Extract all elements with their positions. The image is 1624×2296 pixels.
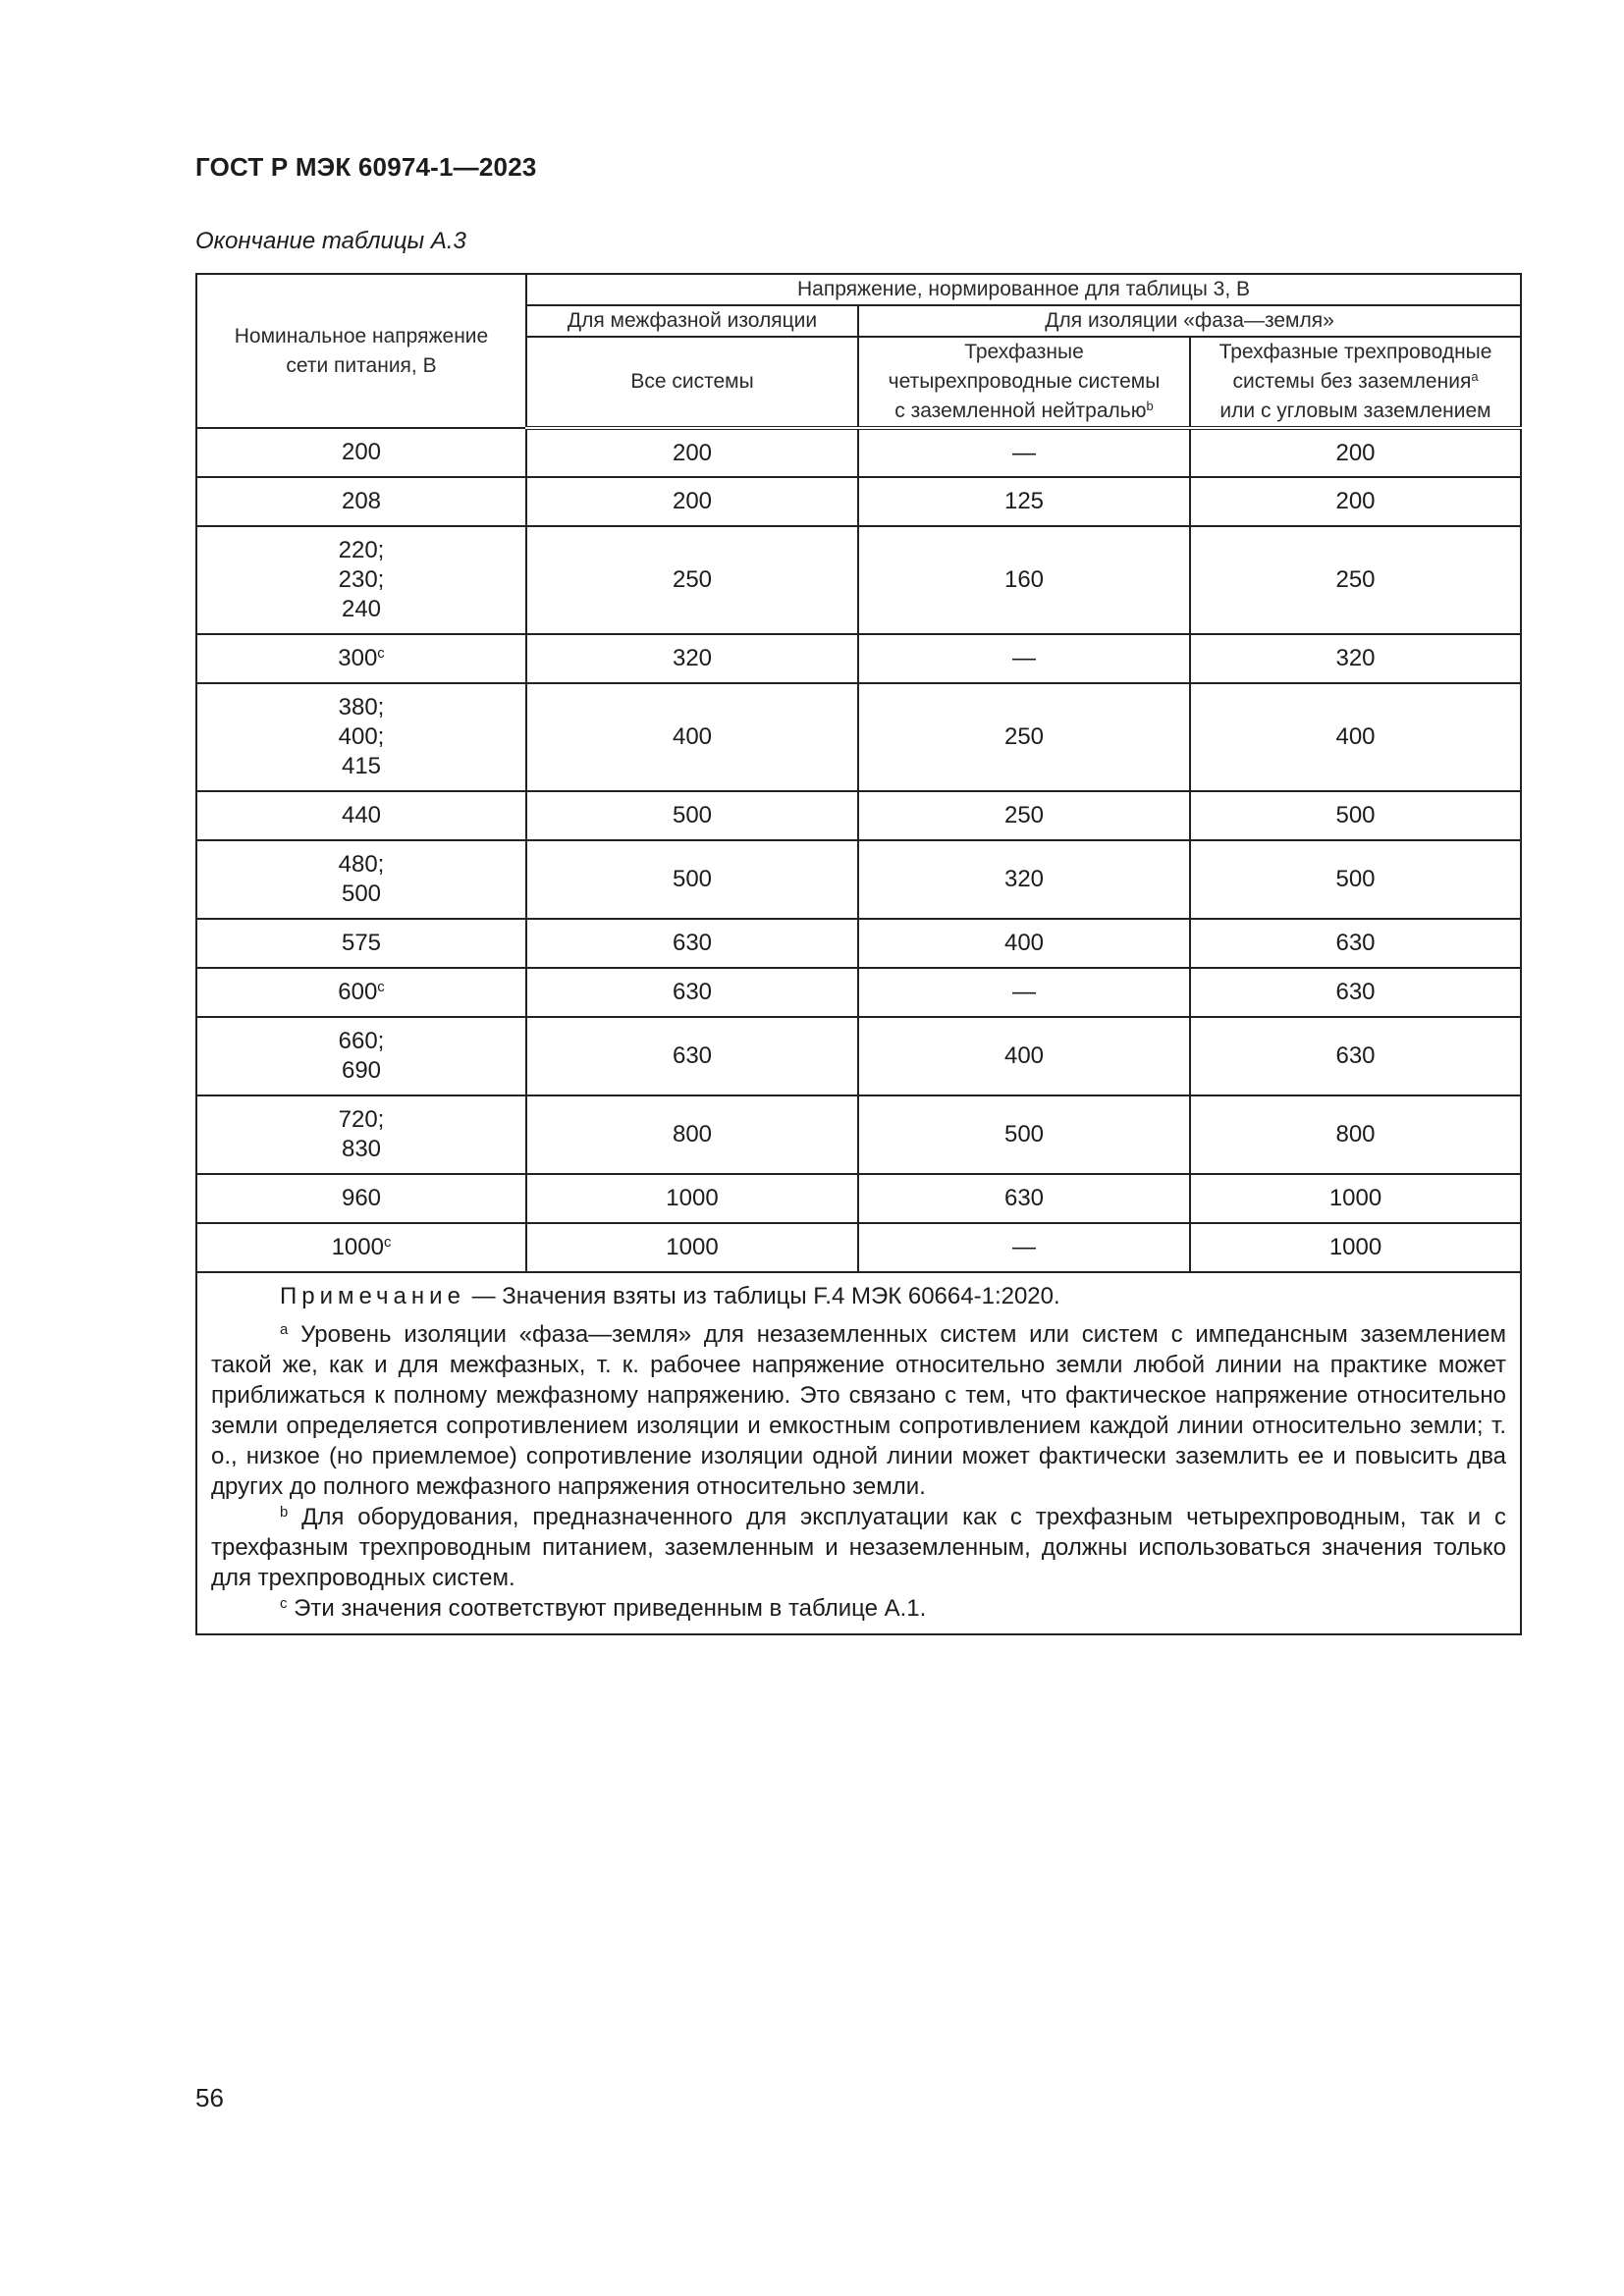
table-note <box>211 1281 1506 1311</box>
footnote-c <box>211 1593 1506 1624</box>
cell-three-wire: 500 <box>1190 840 1521 919</box>
cell-all-systems: 320 <box>526 634 858 683</box>
footnote-a <box>211 1319 1506 1502</box>
nominal-value: 415 <box>341 753 382 779</box>
nominal-value: 440 <box>341 802 382 828</box>
table-row <box>196 919 1521 968</box>
cell-nominal-voltage <box>196 428 526 477</box>
header-four-wire-line-3: с заземленной нейтралью <box>894 400 1147 422</box>
nominal-value: 200 <box>341 439 382 465</box>
nominal-value: 690 <box>341 1057 382 1084</box>
cell-nominal-voltage <box>196 919 526 968</box>
footnote-a-text: Уровень изоляции «фаза—земля» для незаземленных систем или систем с импедансным заземлением такой же, как и для межфазных, т. к. рабочее напряжение относительно земли любой линии на практике может приближаться к полному межфазному напряжению. Это связано с тем, что фактическое напряжение относительно земли определяется сопротивлением изоляции и емкостным сопротивлением каждой линии относительно земли; т. о., низкое (но приемлемое) сопротивление изоляции одной линии может фактически заземлить ее и повысить два других до полного межфазного напряжения относительно земли. <box>211 1321 1507 1500</box>
voltage-table <box>195 273 1522 1635</box>
cell-nominal-voltage <box>196 791 526 840</box>
header-phase-phase-insulation: Для межфазной изоляции <box>526 305 858 337</box>
nominal-value: 960 <box>341 1185 382 1211</box>
cell-nominal-voltage <box>196 1017 526 1095</box>
cell-nominal-voltage <box>196 968 526 1017</box>
note-label: Примечание <box>280 1283 465 1309</box>
footnote-c-mark: c <box>280 1595 288 1612</box>
cell-four-wire: 250 <box>858 791 1190 840</box>
table-head <box>196 274 1521 428</box>
cell-three-wire: 200 <box>1190 428 1521 477</box>
nominal-value: 830 <box>341 1136 382 1162</box>
cell-nominal-voltage <box>196 840 526 919</box>
nominal-value: 720; <box>338 1106 385 1133</box>
header-three-wire-line-3: или с угловым заземлением <box>1219 400 1491 422</box>
cell-four-wire: 320 <box>858 840 1190 919</box>
nominal-value: 220; <box>338 537 385 563</box>
table-row <box>196 1095 1521 1174</box>
footnote-ref-a: a <box>1471 368 1479 384</box>
cell-three-wire: 800 <box>1190 1095 1521 1174</box>
nominal-value: 500 <box>341 881 382 907</box>
cell-four-wire: 400 <box>858 1017 1190 1095</box>
cell-four-wire: — <box>858 428 1190 477</box>
cell-four-wire: — <box>858 1223 1190 1272</box>
cell-nominal-voltage <box>196 1174 526 1223</box>
footnote-b-mark: b <box>280 1504 289 1521</box>
nominal-value: 230; <box>338 566 385 593</box>
cell-all-systems: 200 <box>526 428 858 477</box>
nominal-value: 400; <box>338 723 385 750</box>
nominal-value: 300 <box>338 645 378 671</box>
nominal-value: 480; <box>338 851 385 878</box>
footnote-ref-b: b <box>1146 398 1154 413</box>
cell-all-systems: 630 <box>526 919 858 968</box>
header-all-systems: Все системы <box>526 337 858 428</box>
footnote-c-text: Эти значения соответствуют приведенным в таблице А.1. <box>287 1595 927 1622</box>
nominal-value: 1000 <box>331 1234 384 1260</box>
cell-all-systems: 500 <box>526 791 858 840</box>
nominal-value: 660; <box>338 1028 385 1054</box>
note-text: — Значения взяты из таблицы F.4 МЭК 60664-1:2020. <box>464 1283 1060 1309</box>
header-four-wire-line-2: четырехпроводные системы <box>888 370 1161 393</box>
table-row <box>196 634 1521 683</box>
footnote-ref: c <box>377 645 385 662</box>
footnote-ref: c <box>383 1234 392 1251</box>
header-three-phase-four-wire <box>858 337 1190 428</box>
table-row <box>196 1017 1521 1095</box>
cell-three-wire: 320 <box>1190 634 1521 683</box>
cell-all-systems: 630 <box>526 1017 858 1095</box>
table-row <box>196 683 1521 791</box>
header-three-phase-three-wire <box>1190 337 1521 428</box>
footnote-b <box>211 1502 1506 1593</box>
header-three-wire-line-2: системы без заземления <box>1232 370 1472 393</box>
table-row <box>196 526 1521 634</box>
table-row <box>196 477 1521 526</box>
footnote-a-mark: a <box>280 1321 289 1338</box>
cell-four-wire: 250 <box>858 683 1190 791</box>
cell-three-wire: 1000 <box>1190 1223 1521 1272</box>
cell-four-wire: 160 <box>858 526 1190 634</box>
cell-all-systems: 500 <box>526 840 858 919</box>
header-three-wire-line-1: Трехфазные трехпроводные <box>1218 341 1492 363</box>
cell-nominal-voltage <box>196 1095 526 1174</box>
footnote-ref: c <box>377 979 385 995</box>
document-header: ГОСТ Р МЭК 60974-1—2023 <box>195 152 537 182</box>
table-row <box>196 968 1521 1017</box>
header-voltage-group: Напряжение, нормированное для таблицы 3, В <box>526 274 1521 305</box>
cell-three-wire: 250 <box>1190 526 1521 634</box>
notes-cell <box>196 1272 1521 1634</box>
nominal-value: 240 <box>341 596 382 622</box>
cell-all-systems: 1000 <box>526 1174 858 1223</box>
nominal-value: 208 <box>341 488 382 514</box>
footnote-b-text: Для оборудования, предназначенного для эксплуатации как с трехфазным четырехпроводным, так и с трехфазным трехпроводным питанием, заземленным и незаземленным, должны использоваться значения только для трехпроводных систем. <box>211 1504 1507 1591</box>
cell-all-systems: 400 <box>526 683 858 791</box>
table-row <box>196 1174 1521 1223</box>
cell-nominal-voltage <box>196 1223 526 1272</box>
cell-nominal-voltage <box>196 477 526 526</box>
cell-all-systems: 200 <box>526 477 858 526</box>
table-row <box>196 791 1521 840</box>
cell-three-wire: 500 <box>1190 791 1521 840</box>
cell-all-systems: 1000 <box>526 1223 858 1272</box>
cell-nominal-voltage <box>196 526 526 634</box>
nominal-value: 575 <box>341 930 382 956</box>
cell-four-wire: — <box>858 968 1190 1017</box>
table-body <box>196 428 1521 1272</box>
cell-four-wire: 500 <box>858 1095 1190 1174</box>
table-row <box>196 428 1521 477</box>
cell-four-wire: 400 <box>858 919 1190 968</box>
table-caption: Окончание таблицы А.3 <box>195 228 466 254</box>
cell-all-systems: 250 <box>526 526 858 634</box>
cell-four-wire: — <box>858 634 1190 683</box>
cell-nominal-voltage <box>196 634 526 683</box>
cell-all-systems: 800 <box>526 1095 858 1174</box>
cell-three-wire: 200 <box>1190 477 1521 526</box>
cell-three-wire: 630 <box>1190 919 1521 968</box>
cell-four-wire: 630 <box>858 1174 1190 1223</box>
cell-three-wire: 400 <box>1190 683 1521 791</box>
table-row <box>196 1223 1521 1272</box>
nominal-value: 380; <box>338 694 385 721</box>
notes-row <box>196 1272 1521 1634</box>
cell-three-wire: 1000 <box>1190 1174 1521 1223</box>
table-row <box>196 840 1521 919</box>
page-number: 56 <box>195 2083 224 2112</box>
header-four-wire-line-1: Трехфазные <box>964 341 1084 363</box>
cell-all-systems: 630 <box>526 968 858 1017</box>
cell-four-wire: 125 <box>858 477 1190 526</box>
header-nominal-voltage: Номинальное напряжение сети питания, В <box>196 274 526 428</box>
header-phase-earth-insulation: Для изоляции «фаза—земля» <box>858 305 1521 337</box>
nominal-value: 600 <box>338 979 378 1005</box>
cell-nominal-voltage <box>196 683 526 791</box>
voltage-table-container <box>195 273 1520 1635</box>
cell-three-wire: 630 <box>1190 1017 1521 1095</box>
cell-three-wire: 630 <box>1190 968 1521 1017</box>
